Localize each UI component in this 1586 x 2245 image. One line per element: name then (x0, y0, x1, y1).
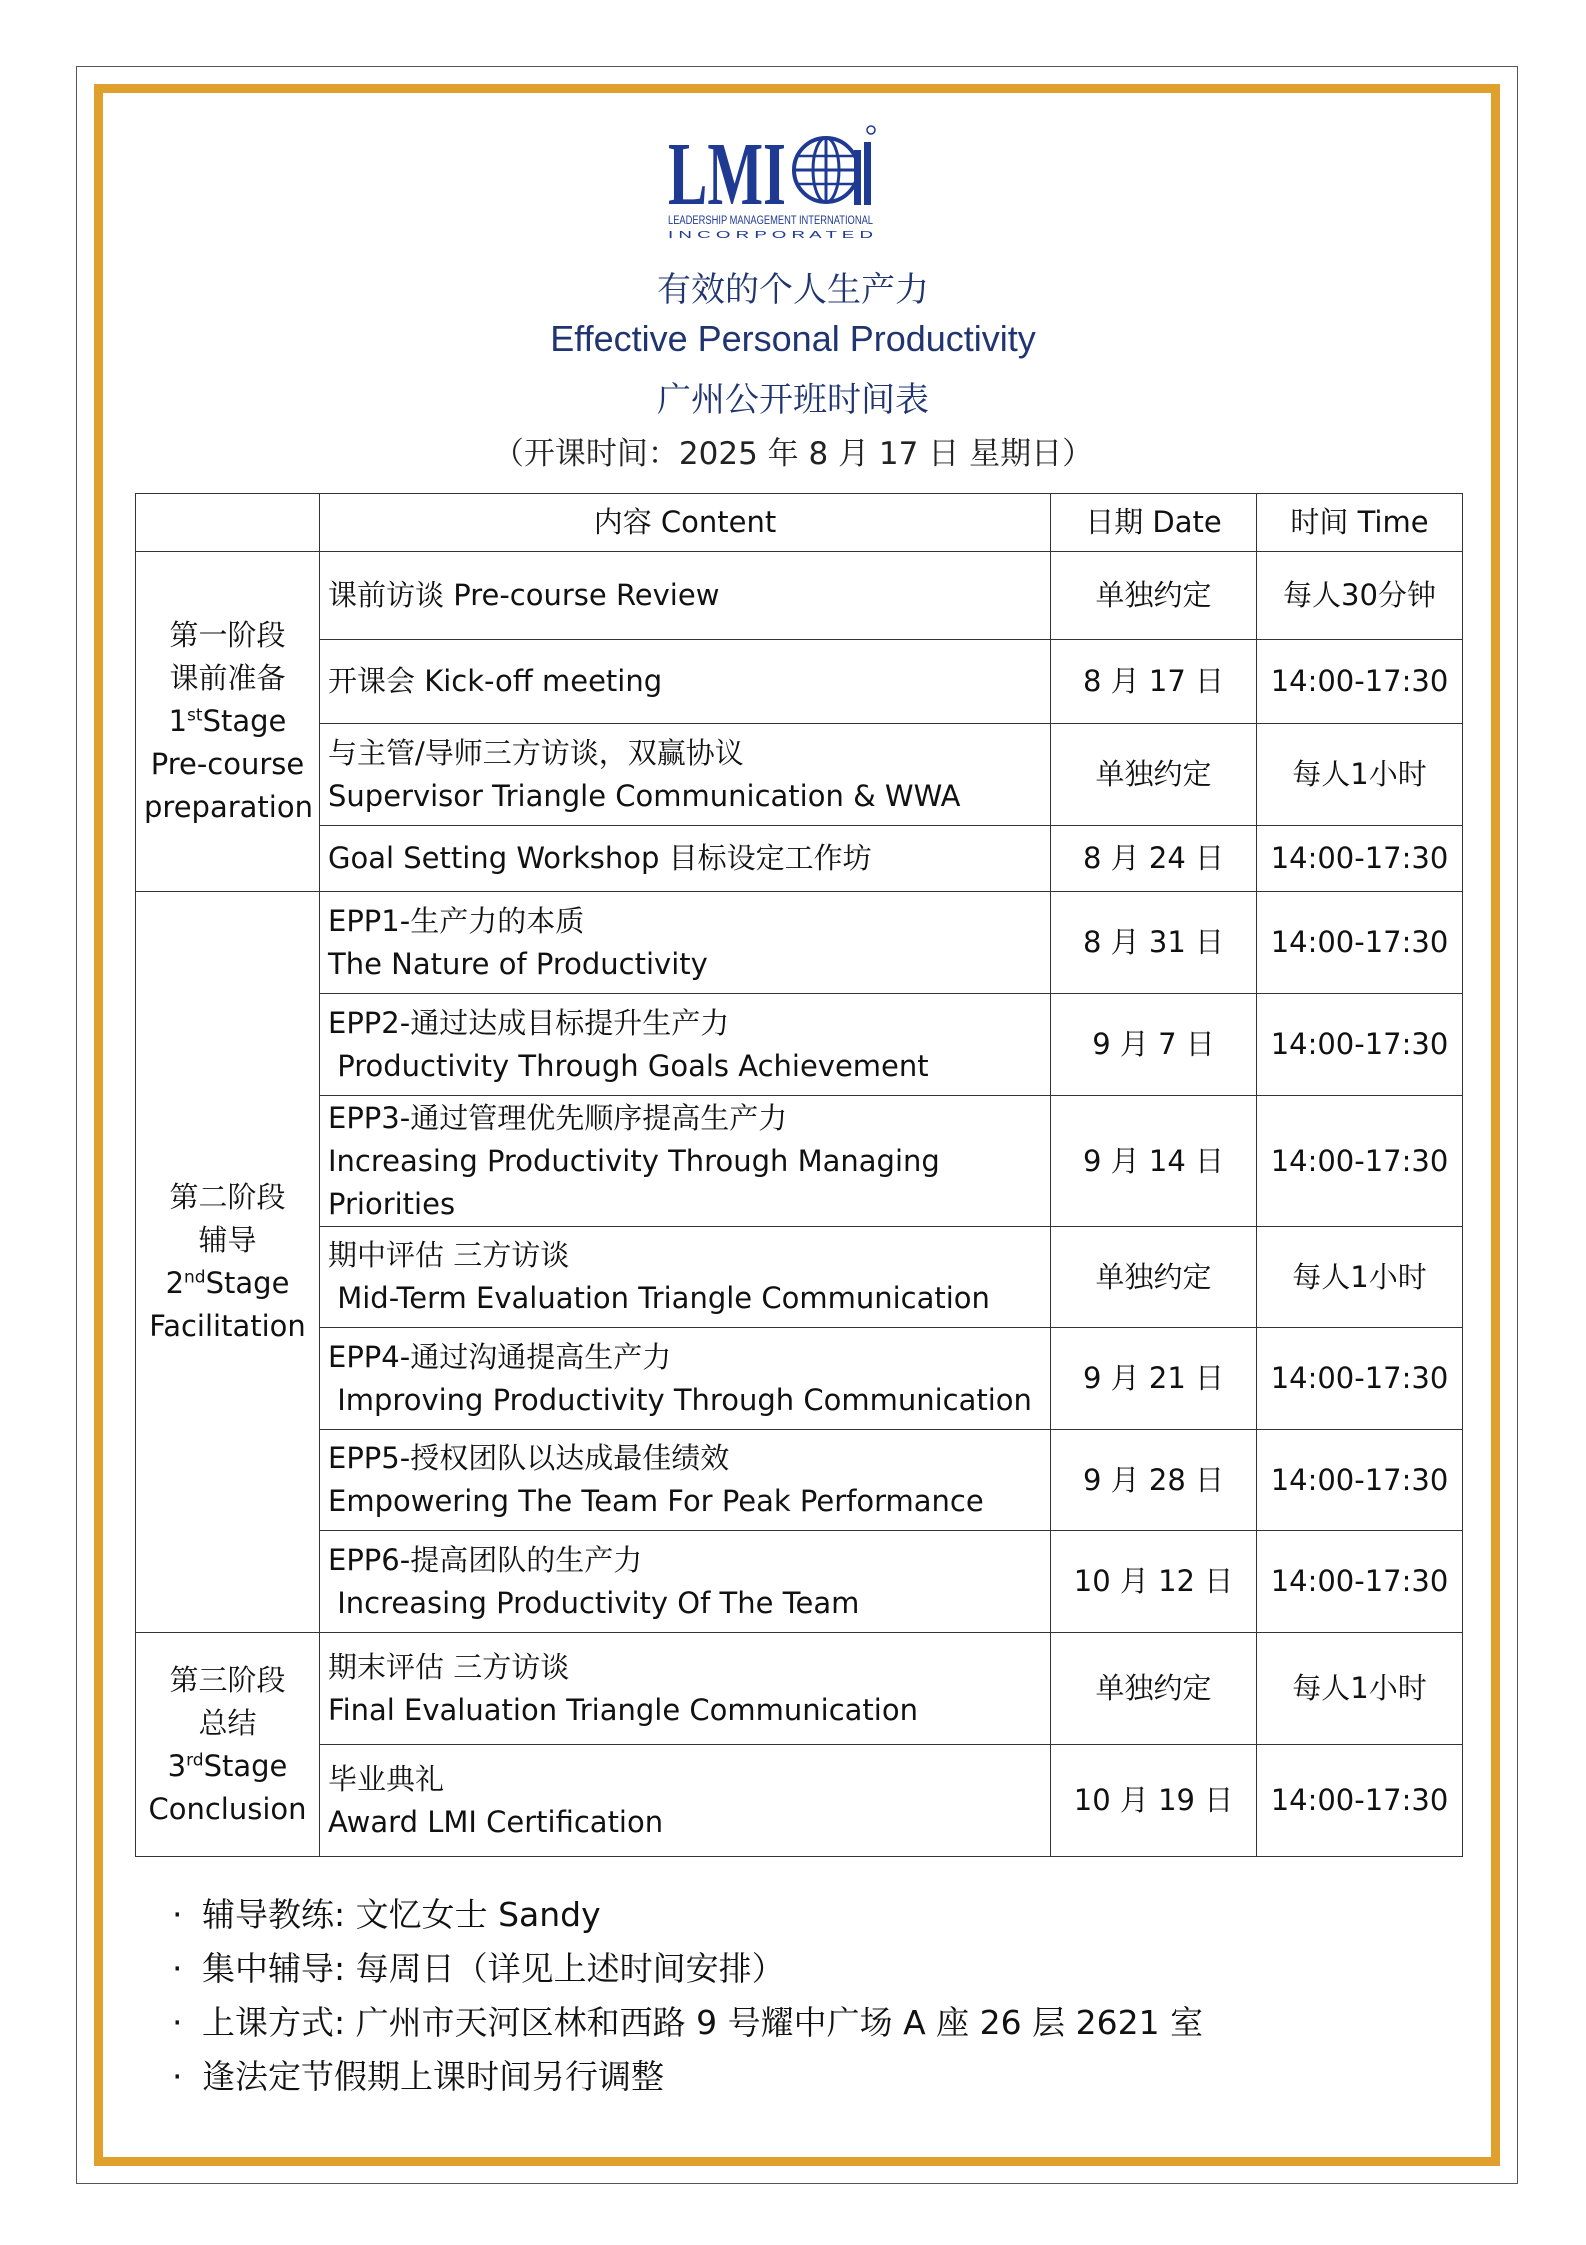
stage-3-num: 3 (167, 1748, 187, 1783)
row-content (320, 1745, 1051, 1857)
lmi-logo (668, 120, 878, 242)
note-text: 集中辅导: 每周日（详见上述时间安排） (202, 1949, 785, 1988)
stage-2-zh2: 辅导 (198, 1223, 257, 1257)
stage-2-en1 (144, 1262, 311, 1305)
row-content (320, 994, 1051, 1096)
row-line1: 毕业典礼 (328, 1761, 445, 1796)
stage-1-zh1: 第一阶段 (169, 618, 286, 652)
row-line2: Final Evaluation Triangle Communication (328, 1692, 918, 1727)
table-row (136, 1430, 1463, 1531)
row-line2: Mid-Term Evaluation Triangle Communication (328, 1281, 990, 1315)
table-row (136, 1227, 1463, 1328)
table-row (136, 724, 1463, 826)
row-content (320, 826, 1051, 892)
row-time: 每人30分钟 (1257, 552, 1463, 640)
title-subtitle: 广州公开班时间表 (657, 380, 929, 420)
row-line2: Improving Productivity Through Communication (328, 1382, 1032, 1417)
stage-1-en1 (144, 700, 311, 743)
row-date: 单独约定 (1051, 1227, 1257, 1328)
row-line1: EPP5-授权团队以达成最佳绩效 (328, 1441, 730, 1475)
row-content (320, 1430, 1051, 1531)
header-empty (136, 494, 320, 552)
stage-2-num: 2 (165, 1266, 185, 1300)
header-date: 日期 Date (1051, 494, 1257, 552)
table-row (136, 1096, 1463, 1227)
notes-list (172, 1888, 1203, 2104)
row-line1: EPP3-通过管理优先顺序提高生产力 (328, 1100, 788, 1135)
header-time: 时间 Time (1257, 494, 1463, 552)
row-content (320, 640, 1051, 724)
stage-1-cell (136, 552, 320, 892)
stage-3-en2: Conclusion (148, 1791, 307, 1826)
title-zh: 有效的个人生产力 (657, 270, 929, 310)
table-header-row (136, 494, 1463, 552)
table-row (136, 552, 1463, 640)
row-time: 每人1小时 (1257, 1633, 1463, 1745)
stage-3-zh2: 总结 (198, 1705, 257, 1740)
row-line2: Increasing Productivity Of The Team (328, 1585, 860, 1620)
row-content (320, 1096, 1051, 1227)
row-time: 14:00-17:30 (1257, 1328, 1463, 1430)
stage-2-cell (136, 892, 320, 1633)
row-date: 8 月 24 日 (1051, 826, 1257, 892)
row-time: 14:00-17:30 (1257, 640, 1463, 724)
table-row (136, 892, 1463, 994)
row-line1: 期末评估 三方访谈 (328, 1649, 570, 1684)
row-content (320, 1633, 1051, 1745)
row-date: 10 月 19 日 (1051, 1745, 1257, 1857)
row-content (320, 1227, 1051, 1328)
row-date: 10 月 12 日 (1051, 1531, 1257, 1633)
start-date-line: （开课时间：2025 年 8 月 17 日 星期日） (492, 436, 1094, 472)
row-line1: 期中评估 三方访谈 (328, 1238, 570, 1272)
table-row (136, 994, 1463, 1096)
row-time: 每人1小时 (1257, 1227, 1463, 1328)
row-line1: EPP6-提高团队的生产力 (328, 1542, 643, 1577)
stage-2-stage: Stage (205, 1266, 290, 1300)
note-item-holiday (172, 2050, 1203, 2104)
table-row (136, 1633, 1463, 1745)
row-time: 14:00-17:30 (1257, 1096, 1463, 1227)
row-content (320, 1328, 1051, 1430)
logo-line2: I N C O R P O R A T E D (668, 230, 873, 241)
stage-3-zh1: 第三阶段 (169, 1662, 286, 1697)
stage-1-en2: Pre-course (150, 747, 305, 781)
row-time: 14:00-17:30 (1257, 1430, 1463, 1531)
title-en: Effective Personal Productivity (550, 318, 1036, 359)
row-line2: Award LMI Certification (328, 1804, 664, 1839)
row-time: 14:00-17:30 (1257, 892, 1463, 994)
note-item-schedule (172, 1942, 1203, 1996)
row-line1: 开课会 Kick-off meeting (328, 664, 663, 698)
stage-1-zh2: 课前准备 (169, 661, 286, 695)
row-date: 9 月 14 日 (1051, 1096, 1257, 1227)
row-line1: EPP2-通过达成目标提升生产力 (328, 1005, 730, 1040)
table-row (136, 1745, 1463, 1857)
row-line3: Priorities (328, 1186, 456, 1221)
row-line1: Goal Setting Workshop 目标设定工作坊 (328, 841, 872, 875)
stage-1-suffix: st (187, 705, 203, 726)
row-content (320, 1531, 1051, 1633)
row-line1: 课前访谈 Pre-course Review (328, 578, 720, 612)
stage-1-stage: Stage (202, 704, 287, 738)
row-line2: The Nature of Productivity (328, 946, 708, 981)
note-text: 上课方式: 广州市天河区林和西路 9 号耀中广场 A 座 26 层 2621 室 (202, 2003, 1204, 2042)
logo-line1: LEADERSHIP MANAGEMENT INTERNATIONAL (668, 215, 874, 227)
schedule-table (135, 493, 1463, 1857)
row-date: 9 月 7 日 (1051, 994, 1257, 1096)
row-line1: EPP1-生产力的本质 (328, 903, 585, 938)
row-line2: Empowering The Team For Peak Performance (328, 1484, 984, 1518)
row-time: 14:00-17:30 (1257, 1745, 1463, 1857)
row-date: 单独约定 (1051, 552, 1257, 640)
row-line1: 与主管/导师三方访谈，双赢协议 (328, 735, 744, 770)
row-date: 单独约定 (1051, 1633, 1257, 1745)
row-line2: Supervisor Triangle Communication & WWA (328, 778, 961, 813)
note-item-coach (172, 1888, 1203, 1942)
table-row (136, 1531, 1463, 1633)
row-date: 8 月 31 日 (1051, 892, 1257, 994)
stage-3-cell (136, 1633, 320, 1857)
bullet: · (172, 2057, 183, 2096)
row-time: 14:00-17:30 (1257, 994, 1463, 1096)
row-time: 每人1小时 (1257, 724, 1463, 826)
stage-3-en1 (144, 1745, 311, 1788)
row-line2: Increasing Productivity Through Managing (328, 1143, 940, 1178)
stage-2-zh1: 第二阶段 (169, 1180, 286, 1214)
stage-3-suffix: rd (186, 1749, 204, 1770)
note-item-venue (172, 1996, 1203, 2050)
bullet: · (172, 2003, 183, 2042)
row-content (320, 552, 1051, 640)
row-line1: EPP4-通过沟通提高生产力 (328, 1339, 672, 1374)
stage-3-stage: Stage (203, 1748, 288, 1783)
stage-1-en3: preparation (144, 790, 313, 824)
stage-2-en2: Facilitation (149, 1309, 306, 1343)
row-date: 9 月 28 日 (1051, 1430, 1257, 1531)
row-content (320, 892, 1051, 994)
table-row (136, 1328, 1463, 1430)
row-date: 9 月 21 日 (1051, 1328, 1257, 1430)
note-text: 辅导教练: 文忆女士 Sandy (202, 1895, 601, 1934)
row-date: 单独约定 (1051, 724, 1257, 826)
row-date: 8 月 17 日 (1051, 640, 1257, 724)
table-row (136, 640, 1463, 724)
row-content (320, 724, 1051, 826)
note-text: 逢法定节假期上课时间另行调整 (202, 2057, 664, 2096)
bullet: · (172, 1949, 183, 1988)
row-time: 14:00-17:30 (1257, 826, 1463, 892)
header-content: 内容 Content (320, 494, 1051, 552)
row-line2: Productivity Through Goals Achievement (328, 1048, 929, 1083)
table-row (136, 826, 1463, 892)
bullet: · (172, 1895, 183, 1934)
logo-mark: LMI (668, 125, 786, 224)
stage-1-num: 1 (168, 704, 188, 738)
globe-icon (794, 126, 875, 205)
stage-2-suffix: nd (184, 1267, 206, 1288)
row-time: 14:00-17:30 (1257, 1531, 1463, 1633)
